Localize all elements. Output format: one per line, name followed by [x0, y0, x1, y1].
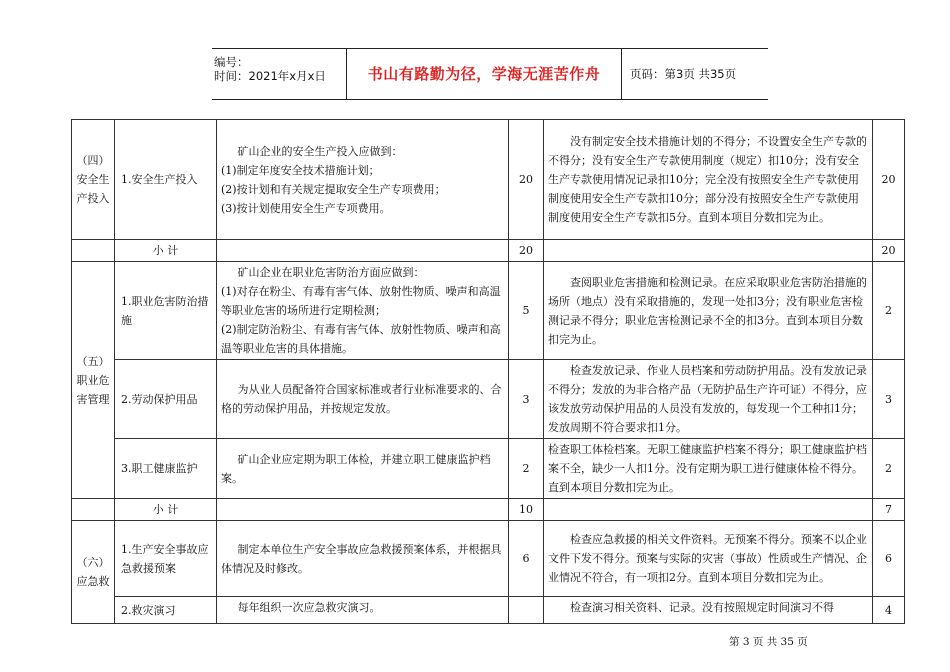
item-actual: 2: [873, 439, 905, 499]
item-requirement: 制定本单位生产安全事故应急救援预案体系，并根据具体情况及时修改。: [217, 521, 509, 597]
item-standard: 检查职工体检档案。无职工健康监护档案不得分；职工健康监护档案不全，缺少一人扣1分。没有定期为职工进行健康体检不得分。直到本项目分数扣完为止。: [544, 439, 873, 499]
table-row: [72, 597, 905, 624]
subtotal-actual: 20: [873, 240, 905, 262]
subtotal-label: 小 计: [115, 240, 217, 262]
table-row: [72, 120, 905, 240]
subtotal-score: 10: [509, 499, 544, 521]
item-standard: 没有制定安全技术措施计划的不得分；不设置安全生产专款的不得分；没有安全生产专款使用制度（规定）扣10分；没有安全生产专款使用情况记录扣10分；完全没有按照安全生产专款使用制度使用安全生产专款扣10分；部分没有按照安全生产专款使用制度使用安全生产专款扣5分。直到本项目分数扣完为止。: [544, 120, 873, 240]
item-name: 1.生产安全事故应急救援预案: [115, 521, 217, 597]
motto: 书山有路勤为径，学海无涯苦作舟: [347, 49, 622, 99]
subtotal-label: 小 计: [115, 499, 217, 521]
item-name: 2.劳动保护用品: [115, 360, 217, 439]
item-name: 1.职业危害防治措施: [115, 262, 217, 360]
item-actual: 4: [873, 597, 905, 624]
assessment-table: [71, 119, 905, 624]
item-standard: 检查发放记录、作业人员档案和劳动防护用品。没有发放记录不得分；发放的为非合格产品（无防护品生产许可证）不得分，应该发放劳动保护用品的人员没有发放的，每发现一个工种扣1分；发放周期不符合要求扣1分。: [544, 360, 873, 439]
subtotal-actual: 7: [873, 499, 905, 521]
item-name: 1.安全生产投入: [115, 120, 217, 240]
item-standard: 查阅职业危害措施和检测记录。在应采取职业危害防治措施的场所（地点）没有采取措施的，发现一处扣3分；没有职业危害检测记录不得分；职业危害检测记录不全的扣3分。直到本项目分数扣完为止。: [544, 262, 873, 360]
item-requirement: 矿山企业的安全生产投入应做到： (1)制定年度安全技术措施计划； (2)按计划和有关规定提取安全生产专项费用； (3)按计划使用安全生产专项费用。: [217, 120, 509, 240]
subtotal-row: [72, 499, 905, 521]
time-label: 时间：2021年x月x日: [214, 69, 326, 83]
item-score: 6: [509, 521, 544, 597]
table-row: [72, 360, 905, 439]
page-label: 页码：第3页 共35页: [630, 67, 737, 81]
item-actual: 2: [873, 262, 905, 360]
section-title: （六）应急救: [72, 521, 115, 624]
item-standard: 检查演习相关资料、记录。没有按照规定时间演习不得: [544, 597, 873, 624]
item-actual: 3: [873, 360, 905, 439]
section-title: （四）安全生产投入: [72, 120, 115, 240]
item-name: 2.救灾演习: [115, 597, 217, 624]
section-title: （五）职业危害管理: [72, 262, 115, 499]
item-score: 3: [509, 360, 544, 439]
item-score: [509, 597, 544, 624]
page-footer: 第 3 页 共 35 页: [729, 636, 808, 648]
subtotal-score: 20: [509, 240, 544, 262]
subtotal-row: [72, 240, 905, 262]
item-requirement: 为从业人员配备符合国家标准或者行业标准要求的、合格的劳动保护用品，并按规定发放。: [217, 360, 509, 439]
table-row: [72, 262, 905, 360]
item-actual: 20: [873, 120, 905, 240]
item-requirement: 矿山企业在职业危害防治方面应做到： (1)对存在粉尘、有毒有害气体、放射性物质、噪声和高温等职业危害的场所进行定期检测； (2)制定防治粉尘、有毒有害气体、放射性物质、噪声和高温等职业危害的具体措施。: [217, 262, 509, 360]
table-row: [72, 521, 905, 597]
code-label: 编号：: [214, 55, 249, 69]
item-score: 2: [509, 439, 544, 499]
item-actual: 6: [873, 521, 905, 597]
table-row: [72, 439, 905, 499]
item-score: 20: [509, 120, 544, 240]
item-name: 3.职工健康监护: [115, 439, 217, 499]
header-info: [212, 49, 347, 99]
item-score: 5: [509, 262, 544, 360]
item-requirement: 矿山企业应定期为职工体检，并建立职工健康监护档案。: [217, 439, 509, 499]
item-standard: 检查应急救援的相关文件资料。无预案不得分。预案不以企业文件下发不得分。预案与实际的灾害（事故）性质或生产情况、企业情况不符合，有一项扣2分。直到本项目分数扣完为止。: [544, 521, 873, 597]
page-header: [212, 48, 768, 100]
item-requirement: 每年组织一次应急救灾演习。: [217, 597, 509, 624]
